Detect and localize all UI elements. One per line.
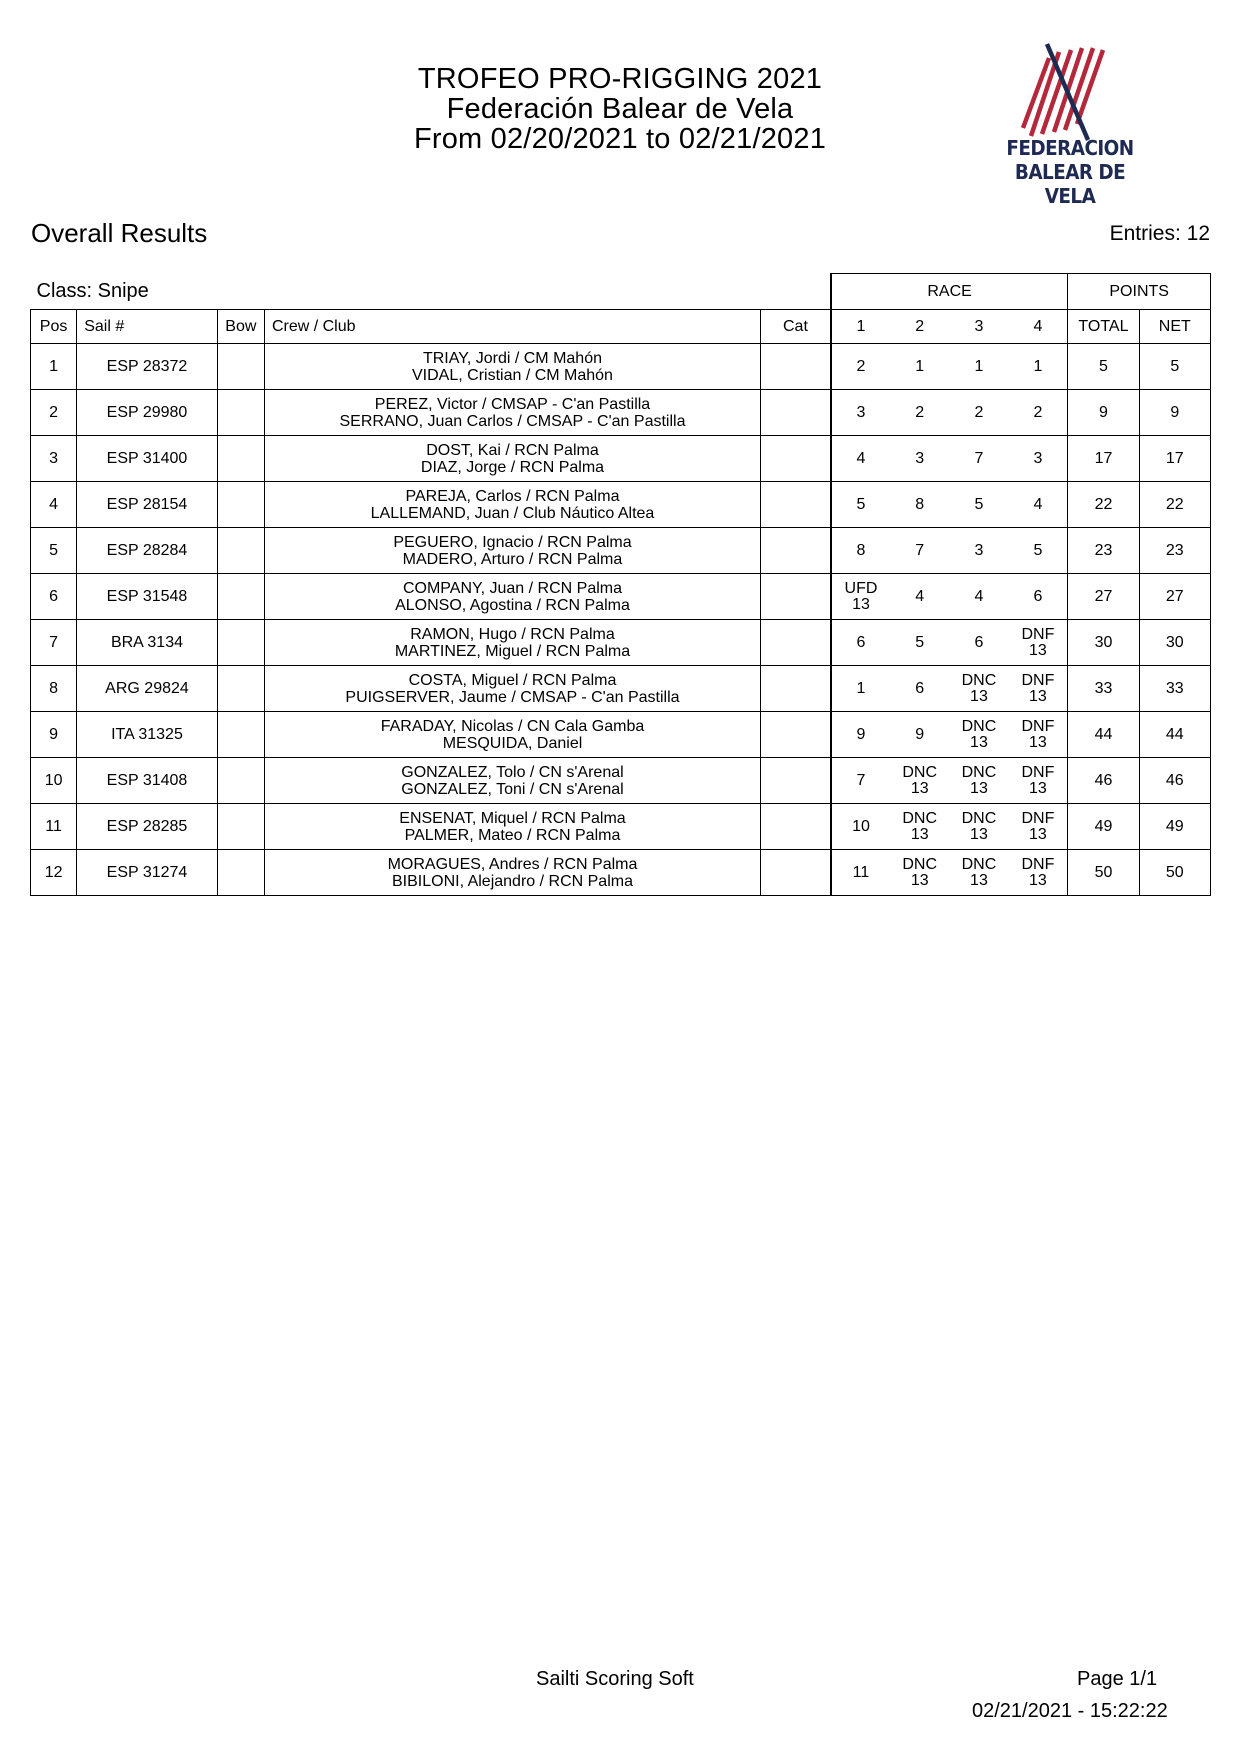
race-score-cell xyxy=(1009,620,1068,666)
cat-cell xyxy=(761,436,831,482)
table-row xyxy=(31,344,1211,390)
race-score-cell xyxy=(831,758,890,804)
sail-cell: ESP 31548 xyxy=(77,574,218,620)
race-score: DNC xyxy=(961,671,997,689)
race-score-cell xyxy=(949,574,1008,620)
print-timestamp: 02/21/2021 - 15:22:22 xyxy=(972,1700,1168,1722)
table-row xyxy=(31,390,1211,436)
net-cell: 23 xyxy=(1139,528,1210,574)
race-score-cell xyxy=(1009,344,1068,390)
pos-cell: 7 xyxy=(31,620,77,666)
crew-name: VIDAL, Cristian / CM Mahón xyxy=(412,366,613,384)
race-penalty-points: 13 xyxy=(910,871,929,889)
cat-cell xyxy=(761,344,831,390)
entries-count xyxy=(1110,222,1210,246)
bow-cell xyxy=(217,712,264,758)
race-score: 7 xyxy=(856,771,866,789)
cat-cell xyxy=(761,482,831,528)
race-score-cell xyxy=(831,850,890,896)
race-score-cell xyxy=(1009,758,1068,804)
race-score: 11 xyxy=(852,863,870,881)
net-cell: 27 xyxy=(1139,574,1210,620)
helm-name: GONZALEZ, Tolo / CN s'Arenal xyxy=(401,763,624,781)
helm-name: PAREJA, Carlos / RCN Palma xyxy=(405,487,620,505)
race-score-cell xyxy=(1009,482,1068,528)
race-score: DNC xyxy=(961,717,997,735)
class-label: Class: Snipe xyxy=(31,274,831,310)
race-score: 6 xyxy=(974,633,984,651)
race-score: UFD xyxy=(844,579,878,597)
race-score-cell xyxy=(1009,850,1068,896)
race-score: DNF xyxy=(1021,763,1055,781)
race-penalty-points: 13 xyxy=(1029,871,1047,889)
crew-cell xyxy=(264,850,760,896)
net-cell: 17 xyxy=(1139,436,1210,482)
bow-cell xyxy=(217,528,264,574)
race-score-cell xyxy=(831,528,890,574)
total-cell: 44 xyxy=(1068,712,1139,758)
cat-cell xyxy=(761,758,831,804)
race-penalty-points: 13 xyxy=(970,871,988,889)
race-score: 6 xyxy=(915,679,925,697)
helm-name: MORAGUES, Andres / RCN Palma xyxy=(387,855,638,873)
bow-cell xyxy=(217,344,264,390)
race-score: DNC xyxy=(961,855,997,873)
cat-cell xyxy=(761,390,831,436)
pos-cell: 8 xyxy=(31,666,77,712)
race-score: DNF xyxy=(1021,809,1055,827)
race-score-cell xyxy=(949,804,1008,850)
total-cell: 50 xyxy=(1068,850,1139,896)
pos-cell: 5 xyxy=(31,528,77,574)
section-title: Overall Results xyxy=(31,218,208,248)
race-score: DNF xyxy=(1021,671,1055,689)
crew-name: MARTINEZ, Miguel / RCN Palma xyxy=(394,642,631,660)
crew-cell xyxy=(264,344,760,390)
net-cell: 44 xyxy=(1139,712,1210,758)
race-score: 1 xyxy=(974,357,984,375)
helm-name: PEGUERO, Ignacio / RCN Palma xyxy=(393,533,632,551)
helm-name: TRIAY, Jordi / CM Mahón xyxy=(422,349,602,367)
crew-cell xyxy=(264,436,760,482)
crew-name: GONZALEZ, Toni / CN s'Arenal xyxy=(401,780,624,798)
race-score: 5 xyxy=(974,495,984,513)
bow-cell xyxy=(217,666,264,712)
race-score-cell xyxy=(890,390,949,436)
race-score-cell xyxy=(890,436,949,482)
race-score: DNC xyxy=(902,763,938,781)
race-penalty-points: 13 xyxy=(1029,779,1047,797)
crew-name: SERRANO, Juan Carlos / CMSAP - C'an Pastilla xyxy=(339,412,686,430)
race-score-cell xyxy=(831,804,890,850)
race-score: DNF xyxy=(1021,855,1055,873)
race-score-cell xyxy=(831,666,890,712)
race-penalty-points: 13 xyxy=(1029,687,1047,705)
event-dates: From 02/20/2021 to 02/21/2021 xyxy=(413,123,827,155)
race-score-cell xyxy=(1009,804,1068,850)
helm-name: PEREZ, Victor / CMSAP - C'an Pastilla xyxy=(374,395,651,413)
race-score-cell xyxy=(949,482,1008,528)
race-penalty-points: 13 xyxy=(1029,825,1047,843)
helm-name: DOST, Kai / RCN Palma xyxy=(426,441,599,459)
race-score-cell xyxy=(890,528,949,574)
crew-cell xyxy=(264,620,760,666)
pos-cell: 12 xyxy=(31,850,77,896)
race-score-cell xyxy=(831,436,890,482)
pos-cell: 6 xyxy=(31,574,77,620)
sail-cell: ESP 31408 xyxy=(77,758,218,804)
class-header-row xyxy=(31,274,1211,310)
race-score-cell xyxy=(949,850,1008,896)
race-score: 2 xyxy=(1033,403,1043,421)
crew-name: LALLEMAND, Juan / Club Náutico Altea xyxy=(370,504,655,522)
race-score: 2 xyxy=(915,403,925,421)
bow-cell xyxy=(217,620,264,666)
race-score: 7 xyxy=(915,541,925,559)
pos-cell: 9 xyxy=(31,712,77,758)
crew-cell xyxy=(264,574,760,620)
race-score: 5 xyxy=(856,495,866,513)
race-score: 1 xyxy=(856,679,866,697)
organizer-name: Federación Balear de Vela xyxy=(446,93,794,125)
race-score: 8 xyxy=(915,495,925,513)
race-penalty-points: 13 xyxy=(852,595,870,613)
race-score-cell xyxy=(831,574,890,620)
pos-cell: 11 xyxy=(31,804,77,850)
race-score: 4 xyxy=(974,587,984,605)
cat-cell xyxy=(761,574,831,620)
race-score: DNF xyxy=(1021,717,1055,735)
race-score-cell xyxy=(890,574,949,620)
race-penalty-points: 13 xyxy=(970,733,988,751)
race-score: DNC xyxy=(961,763,997,781)
race-penalty-points: 13 xyxy=(970,779,988,797)
col-cat: Cat xyxy=(761,310,831,344)
table-row xyxy=(31,620,1211,666)
crew-name: PUIGSERVER, Jaume / CMSAP - C'an Pastilla xyxy=(345,688,680,706)
table-row xyxy=(31,574,1211,620)
total-cell: 23 xyxy=(1068,528,1139,574)
race-score-cell xyxy=(890,344,949,390)
total-cell: 30 xyxy=(1068,620,1139,666)
race-score: DNC xyxy=(902,855,938,873)
helm-name: COSTA, Miguel / RCN Palma xyxy=(408,671,617,689)
results-table xyxy=(30,273,1211,896)
pos-cell: 4 xyxy=(31,482,77,528)
table-row xyxy=(31,482,1211,528)
race-score-cell xyxy=(890,482,949,528)
race-score: DNF xyxy=(1021,625,1055,643)
race-score: 3 xyxy=(1033,449,1043,467)
race-group-header: RACE xyxy=(831,274,1068,310)
race-score-cell xyxy=(831,482,890,528)
pos-cell: 1 xyxy=(31,344,77,390)
bow-cell xyxy=(217,390,264,436)
sail-cell: ESP 29980 xyxy=(77,390,218,436)
sail-cell: ESP 28154 xyxy=(77,482,218,528)
total-cell: 22 xyxy=(1068,482,1139,528)
crew-name: DIAZ, Jorge / RCN Palma xyxy=(420,458,605,476)
race-score: 9 xyxy=(856,725,866,743)
sail-cell: ITA 31325 xyxy=(77,712,218,758)
event-title: TROFEO PRO-RIGGING 2021 xyxy=(417,63,823,95)
race-score-cell xyxy=(1009,390,1068,436)
race-score-cell xyxy=(949,712,1008,758)
net-cell: 49 xyxy=(1139,804,1210,850)
race-score-cell xyxy=(831,390,890,436)
helm-name: COMPANY, Juan / RCN Palma xyxy=(402,579,622,597)
net-cell: 22 xyxy=(1139,482,1210,528)
sail-cell: BRA 3134 xyxy=(77,620,218,666)
crew-cell xyxy=(264,390,760,436)
sail-cell: ESP 28285 xyxy=(77,804,218,850)
race-score: 2 xyxy=(856,357,866,375)
total-cell: 33 xyxy=(1068,666,1139,712)
crew-cell xyxy=(264,712,760,758)
col-sail: Sail # xyxy=(77,310,218,344)
col-pos: Pos xyxy=(31,310,77,344)
race-penalty-points: 13 xyxy=(910,779,929,797)
race-score-cell xyxy=(949,666,1008,712)
race-score-cell xyxy=(1009,528,1068,574)
race-score-cell xyxy=(949,528,1008,574)
table-row xyxy=(31,804,1211,850)
race-penalty-points: 13 xyxy=(970,687,988,705)
race-score: 4 xyxy=(1033,495,1043,513)
sail-cell: ESP 28284 xyxy=(77,528,218,574)
race-score-cell xyxy=(1009,436,1068,482)
race-score-cell xyxy=(1009,666,1068,712)
race-score: 10 xyxy=(852,817,870,835)
race-score-cell xyxy=(949,758,1008,804)
net-cell: 5 xyxy=(1139,344,1210,390)
race-score-cell xyxy=(949,436,1008,482)
race-score: DNC xyxy=(902,809,938,827)
logo-text-line-2: BALEAR DE VELA xyxy=(1014,160,1126,208)
pos-cell: 10 xyxy=(31,758,77,804)
race-score: 1 xyxy=(915,357,925,375)
race-score: 6 xyxy=(856,633,866,651)
race-score-cell xyxy=(890,850,949,896)
race-penalty-points: 13 xyxy=(910,825,929,843)
race-score-cell xyxy=(1009,574,1068,620)
race-score-cell xyxy=(831,344,890,390)
bow-cell xyxy=(217,758,264,804)
total-cell: 27 xyxy=(1068,574,1139,620)
table-row xyxy=(31,850,1211,896)
table-row xyxy=(31,436,1211,482)
helm-name: FARADAY, Nicolas / CN Cala Gamba xyxy=(380,717,645,735)
crew-cell xyxy=(264,758,760,804)
cat-cell xyxy=(761,620,831,666)
helm-name: ENSENAT, Miquel / RCN Palma xyxy=(399,809,626,827)
race-score-cell xyxy=(831,712,890,758)
net-cell: 46 xyxy=(1139,758,1210,804)
sail-cell: ESP 28372 xyxy=(77,344,218,390)
entries-label: Entries: xyxy=(1109,222,1181,245)
bow-cell xyxy=(217,850,264,896)
race-score-cell xyxy=(949,620,1008,666)
race-score: 5 xyxy=(915,633,925,651)
total-cell: 46 xyxy=(1068,758,1139,804)
total-cell: 17 xyxy=(1068,436,1139,482)
pos-cell: 3 xyxy=(31,436,77,482)
bow-cell xyxy=(217,804,264,850)
col-race-1: 1 xyxy=(831,310,890,344)
race-score: 3 xyxy=(974,541,984,559)
race-score-cell xyxy=(890,712,949,758)
sail-cell: ESP 31274 xyxy=(77,850,218,896)
race-score: 3 xyxy=(915,449,925,467)
table-row xyxy=(31,666,1211,712)
race-score: 5 xyxy=(1033,541,1043,559)
helm-name: RAMON, Hugo / RCN Palma xyxy=(410,625,615,643)
entries-value: 12 xyxy=(1186,222,1210,245)
col-total: TOTAL xyxy=(1068,310,1139,344)
race-score-cell xyxy=(890,620,949,666)
race-score-cell xyxy=(949,390,1008,436)
race-penalty-points: 13 xyxy=(1029,641,1047,659)
table-row xyxy=(31,712,1211,758)
race-penalty-points: 13 xyxy=(970,825,988,843)
net-cell: 50 xyxy=(1139,850,1210,896)
net-cell: 33 xyxy=(1139,666,1210,712)
cat-cell xyxy=(761,666,831,712)
crew-cell xyxy=(264,804,760,850)
table-row xyxy=(31,528,1211,574)
race-score: 3 xyxy=(856,403,866,421)
bow-cell xyxy=(217,482,264,528)
crew-cell xyxy=(264,666,760,712)
race-score-cell xyxy=(831,620,890,666)
race-score-cell xyxy=(949,344,1008,390)
race-score: DNC xyxy=(961,809,997,827)
sail-cell: ARG 29824 xyxy=(77,666,218,712)
column-header-row xyxy=(31,310,1211,344)
software-credit: Sailti Scoring Soft xyxy=(536,1668,694,1690)
race-penalty-points: 13 xyxy=(1029,733,1047,751)
sail-cell: ESP 31400 xyxy=(77,436,218,482)
race-score: 6 xyxy=(1033,587,1043,605)
cat-cell xyxy=(761,528,831,574)
pos-cell: 2 xyxy=(31,390,77,436)
col-crew: Crew / Club xyxy=(264,310,760,344)
cat-cell xyxy=(761,804,831,850)
crew-name: MESQUIDA, Daniel xyxy=(442,734,583,752)
col-bow: Bow xyxy=(217,310,264,344)
net-cell: 9 xyxy=(1139,390,1210,436)
cat-cell xyxy=(761,850,831,896)
crew-name: BIBILONI, Alejandro / RCN Palma xyxy=(391,872,633,890)
logo-text xyxy=(987,136,1153,208)
race-score-cell xyxy=(1009,712,1068,758)
race-score: 4 xyxy=(915,587,925,605)
race-score: 8 xyxy=(856,541,866,559)
race-score: 1 xyxy=(1033,357,1043,375)
race-score: 7 xyxy=(974,449,984,467)
race-score-cell xyxy=(890,666,949,712)
logo-text-line-1: FEDERACION xyxy=(1006,136,1134,160)
crew-cell xyxy=(264,482,760,528)
points-group-header: POINTS xyxy=(1068,274,1211,310)
race-score-cell xyxy=(890,758,949,804)
race-score: 9 xyxy=(915,725,925,743)
total-cell: 5 xyxy=(1068,344,1139,390)
report-header xyxy=(300,64,940,154)
page-number: Page 1/1 xyxy=(1077,1668,1158,1690)
total-cell: 49 xyxy=(1068,804,1139,850)
bow-cell xyxy=(217,436,264,482)
total-cell: 9 xyxy=(1068,390,1139,436)
net-cell: 30 xyxy=(1139,620,1210,666)
col-race-3: 3 xyxy=(949,310,1008,344)
race-score: 2 xyxy=(974,403,984,421)
table-row xyxy=(31,758,1211,804)
bow-cell xyxy=(217,574,264,620)
crew-cell xyxy=(264,528,760,574)
crew-name: MADERO, Arturo / RCN Palma xyxy=(402,550,623,568)
col-race-4: 4 xyxy=(1009,310,1068,344)
race-score: 4 xyxy=(856,449,866,467)
crew-name: PALMER, Mateo / RCN Palma xyxy=(404,826,621,844)
cat-cell xyxy=(761,712,831,758)
crew-name: ALONSO, Agostina / RCN Palma xyxy=(395,596,630,614)
race-score-cell xyxy=(890,804,949,850)
col-net: NET xyxy=(1139,310,1210,344)
col-race-2: 2 xyxy=(890,310,949,344)
